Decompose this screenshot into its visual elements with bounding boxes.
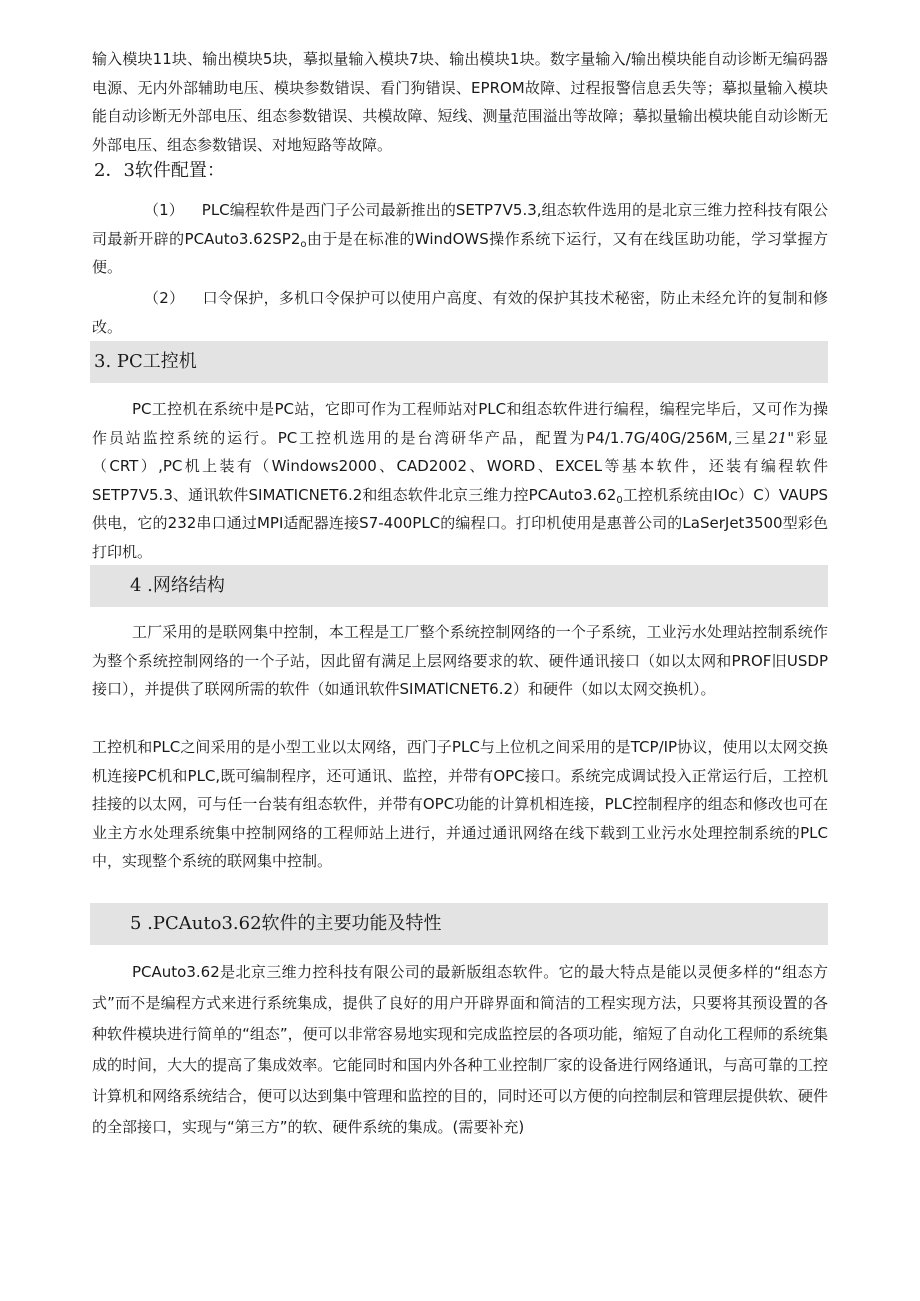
section-3-title: 3. PC工控机: [94, 351, 197, 372]
section-5-heading: [90, 903, 828, 945]
section-3-text-c: 工控机系统由IOc）C）VAUPS供电，它的232串口通过MPI适配器连接S7-400PLC的编程口。打印机使用是惠普公司的LaSerJet3500型彩色打印机。: [92, 485, 829, 561]
item-1-subscript: o: [300, 238, 307, 250]
section-4-title: 4 .网络结构: [130, 575, 225, 596]
item-2-marker: （2）: [144, 289, 185, 307]
section-2-3-item-2: [92, 284, 828, 341]
section-2-3-item-1: [92, 196, 828, 282]
section-4-paragraph-2: 工控机和PLC之间采用的是小型工业以太网络，西门子PLC与上位机之间采用的是TCP/IP协议，使用以太网交换机连接PC机和PLC,既可编制程序，还可通讯、监控，并带有OPC接口。系统完成调试投入正常运行后，工控机挂接的以太网，可与任一台装有组态软件，并带有OPC功能的计算机相连接，PLC控制程序的组态和修改也可在业主方水处理系统集中控制网络的工程师站上进行，并通过通讯网络在线下载到工业污水处理控制系统的PLC中，实现整个系统的联网集中控制。: [92, 738, 828, 870]
section-4-paragraph-1: 工厂采用的是联网集中控制，本工程是工厂整个系统控制网络的一个子系统，工业污水处理站控制系统作为整个系统控制网络的一个子站，因此留有满足上层网络要求的软、硬件通讯接口（如以太网和PROF旧USDP接口），并提供了联网所需的软件（如通讯软件SIMATlCNET6.2）和硬件（如以太网交换机）。: [92, 623, 828, 698]
section-5-paragraph: PCAuto3.62是北京三维力控科技有限公司的最新版组态软件。它的最大特点是能以灵便多样的“组态方式”而不是编程方式来进行系统集成，提供了良好的用户开辟界面和简洁的工程实现方法，只要将其预设置的各种软件模块进行简单的“组态”，便可以非常容易地实现和完成监控层的各项功能，缩短了自动化工程师的系统集成的时间，大大的提高了集成效率。它能同时和国内外各种工业控制厂家的设备进行网络通讯，与高可靠的工控计算机和网络系统结合，便可以达到集中管理和监控的目的，同时还可以方便的向控制层和管理层提供软、硬件的全部接口，实现与“第三方”的软、硬件系统的集成。(需要补充): [92, 963, 828, 1136]
section-4-heading: [90, 565, 828, 607]
intro-paragraph: 输入模块11块、输出模块5块，摹拟量输入模块7块、输出模块1块。数字量输入/输出模块能自动诊断无编码器电源、无内外部辅助电压、模块参数错误、看门狗错误、EPROM故障、过程报警信息丢失等；摹拟量输入模块能自动诊断无外部电压、组态参数错误、共模故障、短线、测量范围溢出等故障；摹拟量输出模块能自动诊断无外部电压、组态参数错误、对地短路等故障。: [92, 50, 828, 154]
item-1-marker: （1）: [144, 201, 184, 219]
section-2-3-title: 2．3软件配置：: [94, 160, 225, 181]
section-3-text-a: PC工控机在系统中是PC站，它即可作为工程师站对PLC和组态软件进行编程，编程完毕后，又可作为操作员站监控系统的运行。PC工控机选用的是台湾研华产品，配置为P4/1.7G/40G/256M,三星: [92, 400, 828, 447]
item-1-text-b: 由于是在标准的WindOWS操作系统下运行，又有在线匡助功能，学习掌握方便。: [92, 229, 828, 276]
section-3-text-b: 彩显（CRT）,PC机上装有（Windows2000、CAD2002、WORD、EXCEL等基本软件，还装有编程软件SETP7V5.3、通讯软件SIMATICNET6.2和组态软件北京三维力控PCAuto3.62: [92, 428, 828, 504]
item-1-text-a: PLC编程软件是西门子公司最新推出的SETP7V5.3,组态软件选用的是北京三维力控科技有限公司最新开辟的PCAuto3.62SP2: [92, 201, 829, 248]
section-3-heading: [90, 341, 828, 383]
section-5-title: 5 .PCAuto3.62软件的主要功能及特性: [130, 913, 442, 934]
monitor-size: 21": [768, 428, 795, 447]
section-3-subscript: 0: [616, 494, 623, 506]
item-2-text: 口令保护，多机口令保护可以使用户高度、有效的保护其技术秘密，防止未经允许的复制和修改。: [92, 289, 828, 336]
section-2-3-heading: [90, 150, 828, 192]
section-3-paragraph: [92, 395, 828, 566]
